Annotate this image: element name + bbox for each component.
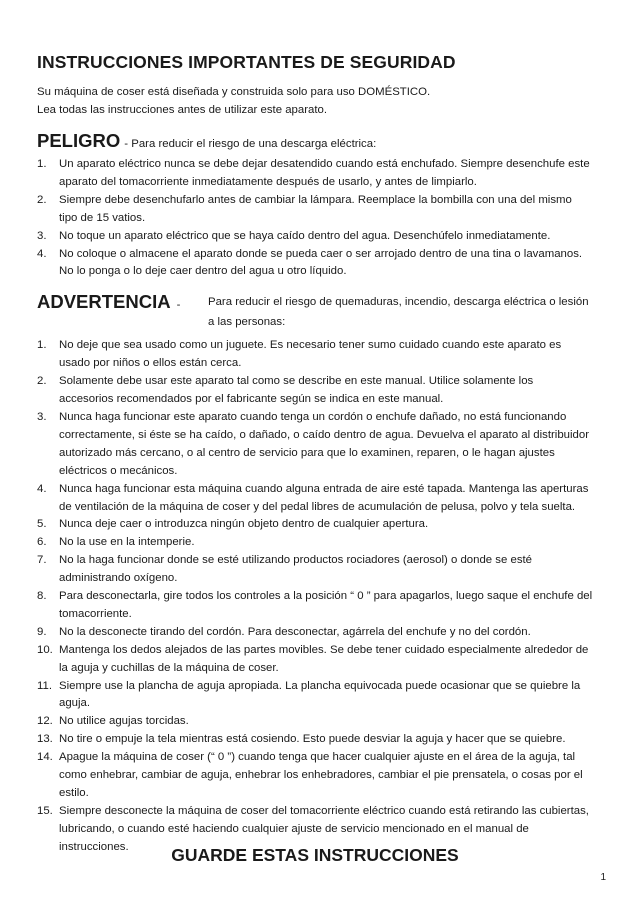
item-line: Siempre debe desenchufarlo antes de cambiar la lámpara. Reemplace la bombilla con una del mismo	[59, 193, 572, 206]
item-line: tipo de 15 vatios.	[59, 211, 146, 224]
page-title: INSTRUCCIONES IMPORTANTES DE SEGURIDAD	[37, 52, 456, 72]
footer-title-wrap	[0, 845, 638, 866]
advertencia-lead-line: a las personas:	[208, 316, 286, 329]
list-item	[37, 192, 609, 228]
advertencia-header	[37, 292, 609, 332]
list-item	[37, 552, 609, 588]
document-body	[37, 52, 609, 857]
item-number: 3.	[37, 410, 47, 423]
item-line: No deje que sea usado como un juguete. Es necesario tener sumo cuidado cuando este aparato es	[59, 339, 562, 352]
list-item	[37, 373, 609, 409]
item-number: 12.	[37, 715, 53, 728]
item-number: 2.	[37, 375, 47, 388]
list-item	[37, 337, 609, 373]
item-line: de ventilación de la máquina de coser y del pedal libres de acumulación de pelusa, polvo y tela suelta.	[59, 500, 576, 513]
list-item	[37, 731, 609, 749]
advertencia-list	[37, 337, 609, 856]
item-number: 9.	[37, 625, 47, 638]
item-line: Siempre use la plancha de aguja apropiada. La plancha equivocada puede ocasionar que se quiebre la	[59, 679, 581, 692]
peligro-list	[37, 156, 609, 281]
advertencia-lead-line: Para reducir el riesgo de quemaduras, incendio, descarga eléctrica o lesión	[208, 296, 589, 309]
intro-line: Su máquina de coser está diseñada y construida solo para uso DOMÉSTICO.	[37, 86, 431, 98]
list-item	[37, 156, 609, 192]
item-line: Para desconectarla, gire todos los controles a la posición “ 0 ” para apagarlos, luego saque el enchufe del	[59, 590, 593, 603]
item-number: 8.	[37, 590, 47, 603]
item-line: No lo ponga o lo deje caer dentro del agua u otro líquido.	[59, 265, 347, 278]
advertencia-lead	[208, 292, 608, 332]
item-line: administrando oxígeno.	[59, 572, 178, 585]
list-item	[37, 409, 609, 481]
page-number: 1	[600, 872, 606, 883]
advertencia-dash: -	[176, 299, 181, 312]
advertencia-heading: ADVERTENCIA	[37, 291, 171, 313]
list-item	[37, 678, 609, 714]
item-line: No la use en la intemperie.	[59, 536, 195, 549]
list-item	[37, 534, 609, 552]
item-number: 10.	[37, 643, 53, 656]
item-number: 7.	[37, 554, 47, 567]
item-line: Nunca haga funcionar esta máquina cuando alguna entrada de aire esté tapada. Mantenga las aperturas	[59, 482, 589, 495]
item-text	[59, 409, 609, 481]
item-line: tomacorriente.	[59, 607, 132, 620]
item-text	[59, 642, 609, 678]
item-text	[59, 731, 609, 749]
item-line: Siempre desconecte la máquina de coser del tomacorriente eléctrico cuando está retirando las cubiertas,	[59, 804, 589, 817]
item-line: la aguja y cuchillas de la máquina de coser.	[59, 661, 279, 674]
item-number: 4.	[37, 247, 47, 260]
item-number: 11.	[37, 679, 52, 692]
item-line: Nunca deje caer o introduzca ningún objeto dentro de cualquier apertura.	[59, 518, 429, 531]
footer-title: GUARDE ESTAS INSTRUCCIONES	[171, 845, 459, 865]
item-line: No la haga funcionar donde se esté utilizando productos rociadores (aerosol) o donde se esté	[59, 554, 533, 567]
list-item	[37, 516, 609, 534]
item-line: No coloque o almacene el aparato donde se pueda caer o ser arrojado dentro de una tina o lavamanos.	[59, 247, 583, 260]
item-line: Solamente debe usar este aparato tal como se describe en este manual. Utilice solamente los	[59, 375, 534, 388]
item-text	[59, 713, 609, 731]
item-text	[59, 373, 609, 409]
item-line: instrucciones.	[59, 840, 129, 853]
item-text	[59, 192, 609, 228]
item-number: 5.	[37, 518, 47, 531]
item-number: 2.	[37, 193, 47, 206]
item-line: accesorios recomendados por el fabricante según se indica en este manual.	[59, 393, 444, 406]
item-text	[59, 588, 609, 624]
list-item	[37, 588, 609, 624]
list-item	[37, 481, 609, 517]
item-line: autorizado más cercano, o al centro de servicio para que lo examinen, reparen, o le hagan ajustes	[59, 446, 555, 459]
peligro-header	[37, 131, 609, 151]
item-number: 6.	[37, 536, 47, 549]
item-line: aguja.	[59, 697, 91, 710]
item-text	[59, 228, 609, 246]
item-text	[59, 337, 609, 373]
item-line: eléctricos o mecánicos.	[59, 464, 178, 477]
item-text	[59, 749, 609, 803]
item-line: lubricando, o cuando esté haciendo cualquier ajuste de servicio mencionado en el manual de	[59, 822, 529, 835]
list-item	[37, 749, 609, 803]
item-line: aparato del tomacorriente inmediatamente después de usarlo, y antes de limpiarlo.	[59, 175, 477, 188]
item-line: No utilice agujas torcidas.	[59, 715, 189, 728]
list-item	[37, 624, 609, 642]
intro	[37, 83, 609, 119]
item-text	[59, 534, 609, 552]
item-text	[59, 516, 609, 534]
item-line: correctamente, si éste se ha caído, o dañado, o caído dentro de agua. Devuelva el aparato al distribuidor	[59, 428, 589, 441]
list-item	[37, 713, 609, 731]
item-line: estilo.	[59, 787, 89, 799]
item-line: Un aparato eléctrico nunca se debe dejar desatendido cuando está enchufado. Siempre desenchufe este	[59, 158, 590, 170]
item-line: Mantenga los dedos alejados de las partes movibles. Se debe tener cuidado especialmente alrededor de	[59, 643, 589, 656]
item-text	[59, 246, 609, 282]
item-number: 4.	[37, 482, 47, 495]
item-number: 1.	[37, 339, 47, 352]
list-item	[37, 228, 609, 246]
item-number: 13.	[37, 733, 53, 746]
peligro-heading: PELIGRO	[37, 130, 121, 151]
list-item	[37, 246, 609, 282]
item-number: 3.	[37, 229, 47, 242]
item-text	[59, 156, 609, 192]
item-line: No toque un aparato eléctrico que se haya caído dentro del agua. Desenchúfelo inmediatamente.	[59, 229, 551, 242]
peligro-lead: - Para reducir el riesgo de una descarga eléctrica:	[124, 138, 377, 150]
item-line: Apague la máquina de coser (“ 0 ”) cuando tenga que hacer cualquier ajuste en el área de la aguja, tal	[59, 751, 576, 764]
list-item	[37, 642, 609, 678]
item-text	[59, 678, 609, 714]
item-line: Nunca haga funcionar este aparato cuando tenga un cordón o enchufe dañado, no está funcionando	[59, 410, 567, 423]
item-text	[59, 481, 609, 517]
item-number: 14.	[37, 751, 53, 764]
item-line: No tire o empuje la tela mientras está cosiendo. Esto puede desviar la aguja y hacer que se quiebre.	[59, 733, 566, 746]
item-text	[59, 624, 609, 642]
item-text	[59, 552, 609, 588]
item-line: como enhebrar, cambiar de aguja, enhebrar los enhebradores, cambiar el pie prensatela, o cosas por el	[59, 769, 583, 782]
item-number: 1.	[37, 158, 47, 170]
item-line: No la desconecte tirando del cordón. Para desconectar, agárrela del enchufe y no del cordón.	[59, 625, 531, 638]
item-number: 15.	[37, 804, 53, 817]
intro-line: Lea todas las instrucciones antes de utilizar este aparato.	[37, 104, 327, 116]
item-line: usado por niños o ellos están cerca.	[59, 357, 242, 370]
